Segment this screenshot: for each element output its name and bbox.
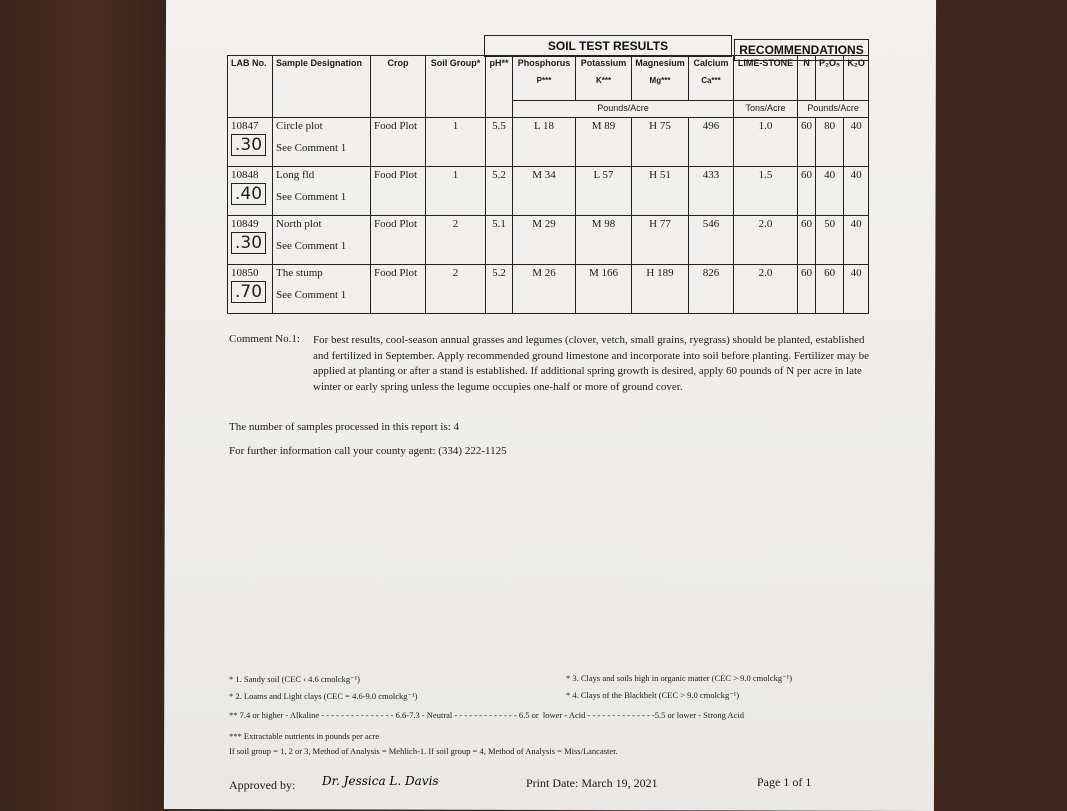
label: Potassium [580,58,627,68]
magnesium-cell: H 189 [632,265,689,314]
sub: K*** [595,76,612,85]
calcium-cell: 433 [689,167,734,216]
sample-cell [273,118,371,167]
k2o-cell: 40 [844,265,869,314]
sample-cell [273,216,371,265]
table-row [228,265,869,314]
n-cell: 60 [798,216,816,265]
crop-cell: Food Plot [371,118,426,167]
table-row [228,118,869,167]
handwritten-note: .30 [231,134,266,156]
k2o-cell: 40 [844,216,869,265]
lab-no: 10848 [231,169,259,181]
ph-cell: 5.2 [486,167,513,216]
calcium-cell: 496 [689,118,734,167]
footnote-ph: ** 7.4 or higher - Alkaline - - - - - - - - - - - - - - - 6.6-7.3 - Neutral - - - - - - - - - - - - - 6.5 or lower - Acid - - - - - - - - - - - - - -5.5 or lower - Strong Acid [229,710,745,720]
potassium-cell: L 57 [576,167,632,216]
sample-name: The stump [276,267,323,279]
phosphorus-cell: L 18 [513,118,576,167]
n-cell: 60 [798,265,816,314]
limestone-cell: 1.5 [734,167,798,216]
sample-cell [273,167,371,216]
col-ph: pH** [486,56,513,118]
footnote-2: * 2. Loams and Light clays (CEC = 4.6-9.0 cmolckg⁻¹) [229,691,418,701]
potassium-cell: M 166 [576,265,632,314]
col-soil-group: Soil Group* [426,56,486,118]
sample-comment: See Comment 1 [276,240,347,252]
lab-no: 10850 [231,267,259,279]
calcium-cell: 546 [689,216,734,265]
sub: Mg*** [649,76,671,85]
potassium-cell: M 89 [576,118,632,167]
comment-label: Comment No.1: [229,333,300,345]
comment-block [229,333,869,395]
footnote-extractable: *** Extractable nutrients in pounds per acre [229,731,380,741]
footnote-method: If soil group = 1, 2 or 3, Method of Analysis = Mehlich-1. If soil group = 4, Method of Analysis = Miss/Lancaster. [229,746,618,756]
sample-comment: See Comment 1 [276,289,347,301]
potassium-cell: M 98 [576,216,632,265]
col-n: N [798,56,816,101]
k2o-cell: 40 [844,118,869,167]
label: Phosphorus [517,58,571,68]
sample-comment: See Comment 1 [276,191,347,203]
calcium-cell: 826 [689,265,734,314]
col-potassium [576,56,632,101]
n-cell: 60 [798,167,816,216]
county-agent: For further information call your county agent: (334) 222-1125 [229,445,507,457]
phosphorus-cell: M 26 [513,265,576,314]
soil-group-cell: 2 [426,216,486,265]
ph-cell: 5.5 [486,118,513,167]
ph-cell: 5.1 [486,216,513,265]
limestone-cell: 2.0 [734,265,798,314]
n-cell: 60 [798,118,816,167]
soil-group-cell: 1 [426,167,486,216]
p2o5-cell: 40 [816,167,844,216]
lab-no: 10847 [231,120,259,132]
col-phosphorus [513,56,576,101]
ph-cell: 5.2 [486,265,513,314]
col-lab-no: LAB No. [228,56,273,118]
sub: Ca*** [701,76,721,85]
results-table [227,55,869,314]
print-date: Print Date: March 19, 2021 [526,776,658,790]
col-sample: Sample Designation [273,56,371,118]
col-limestone: LIME-STONE [734,56,798,101]
sample-comment: See Comment 1 [276,142,347,154]
lab-no: 10849 [231,218,259,230]
handwritten-note: .30 [231,232,266,254]
footnote-3: * 3. Clays and soils high in organic matter (CEC > 9.0 cmolckg⁻¹) [566,673,793,683]
units-tons-acre: Tons/Acre [734,101,798,118]
crop-cell: Food Plot [371,216,426,265]
limestone-cell: 1.0 [734,118,798,167]
footnote-4: * 4. Clays of the Blackbelt (CEC > 9.0 cmolckg⁻¹) [566,690,740,700]
col-calcium [689,56,734,101]
p2o5-cell: 50 [816,216,844,265]
magnesium-cell: H 77 [632,216,689,265]
magnesium-cell: H 51 [632,167,689,216]
recommendations-title: RECOMMENDATIONS [734,39,869,61]
col-crop: Crop [371,56,426,118]
lab-cell [228,167,273,216]
lab-cell [228,265,273,314]
signature: Dr. Jessica L. Davis [322,774,439,788]
soil-group-cell: 1 [426,118,486,167]
label: Magnesium [635,58,685,68]
limestone-cell: 2.0 [734,216,798,265]
p2o5-cell: 60 [816,265,844,314]
soil-group-cell: 2 [426,265,486,314]
header-row [228,56,869,101]
handwritten-note: .70 [231,281,266,303]
handwritten-note: .40 [231,183,266,205]
label: Calcium [693,58,729,68]
k2o-cell: 40 [844,167,869,216]
crop-cell: Food Plot [371,265,426,314]
sample-name: North plot [276,218,322,230]
soil-test-results-title: SOIL TEST RESULTS [484,35,732,57]
lab-cell [228,216,273,265]
sample-name: Long fld [276,169,315,181]
phosphorus-cell: M 34 [513,167,576,216]
crop-cell: Food Plot [371,167,426,216]
sample-name: Circle plot [276,120,323,132]
table-row [228,216,869,265]
footnote-1: * 1. Sandy soil (CEC ‹ 4.6 cmolckg⁻¹) [229,674,360,684]
p2o5-cell: 80 [816,118,844,167]
col-k2o: K₂O [844,56,869,101]
comment-text: For best results, cool-season annual grasses and legumes (clover, vetch, small grains, ryegrass) should be planted, established and fertilized in September. Apply recommended ground limestone and incorporate into soil before planting. Fertilizer may be applied at planting or after a stand is established. If additional spring growth is desired, apply 60 pounds of N per acre in late winter or early spring unless the legume occupies one-half or more of ground cover. [313,334,869,393]
col-magnesium [632,56,689,101]
units-pounds-acre-rec: Pounds/Acre [798,101,869,118]
lab-cell [228,118,273,167]
magnesium-cell: H 75 [632,118,689,167]
approved-label: Approved by: [229,778,296,792]
page-number: Page 1 of 1 [757,775,812,789]
samples-count: The number of samples processed in this report is: 4 [229,421,460,433]
phosphorus-cell: M 29 [513,216,576,265]
units-pounds-acre: Pounds/Acre [513,101,734,118]
sample-cell [273,265,371,314]
sub: P*** [536,76,552,85]
col-p2o5: P₂O₅ [816,56,844,101]
table-row [228,167,869,216]
